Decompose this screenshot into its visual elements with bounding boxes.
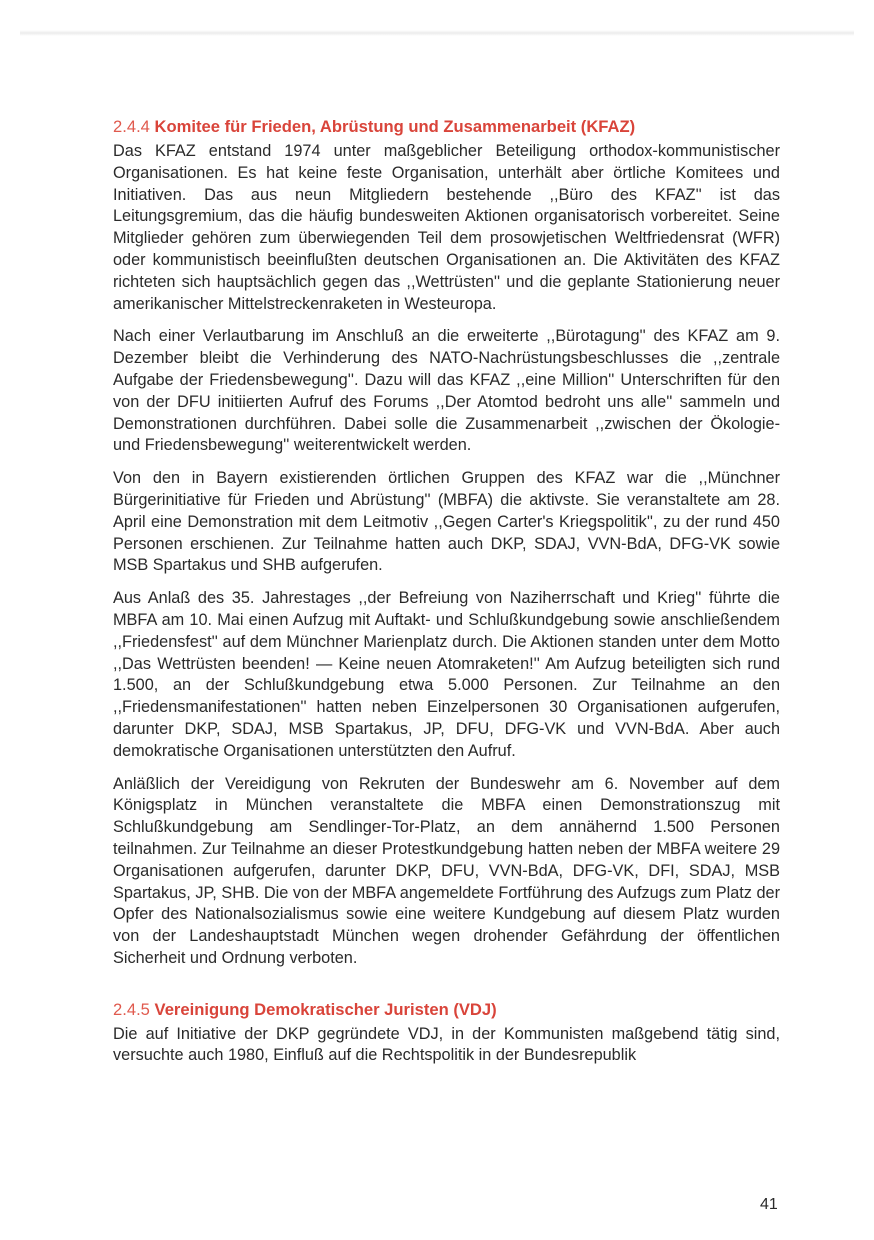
page-number: 41	[760, 1196, 778, 1213]
paragraph: Das KFAZ entstand 1974 unter maßgeblicher Beteiligung orthodox-kommunistischer Organisationen. Es hat keine feste Organisation, unterhält aber örtliche Komitees und Initiativen. Das aus neun Mitgliedern bestehende ,,Büro des KFAZ'' ist das Leitungsgremium, das die häufig bundesweiten Aktionen organisatorisch vorbereitet. Seine Mitglieder gehören zum überwiegenden Teil dem prosowjetischen Weltfriedensrat (WFR) oder kommunistisch beeinflußten deutschen Organisationen an. Die Aktivitäten des KFAZ richteten sich hauptsächlich gegen das ,,Wettrüsten'' und die geplante Stationierung neuer amerikanischer Mittelstreckenraketen in Westeuropa.	[113, 142, 780, 313]
paragraph: Nach einer Verlautbarung im Anschluß an die erweiterte ,,Bürotagung'' des KFAZ am 9. Dezember bleibt die Verhinderung des NATO-Nachrüstungsbeschlusses die ,,zentrale Aufgabe der Friedensbewegung''. Dazu will das KFAZ ,,eine Million'' Unterschriften für den von der DFU initiierten Aufruf des Forums ,,Der Atomtod bedroht uns alle'' sammeln und Demonstrationen durchführen. Dabei solle die Zusammenarbeit ,,zwischen der Ökologie- und Friedensbewegung'' weiterentwickelt werden.	[113, 327, 780, 455]
paragraph: Anläßlich der Vereidigung von Rekruten der Bundeswehr am 6. November auf dem Königsplatz in München veranstaltete die MBFA einen Demonstrationszug mit Schlußkundgebung am Sendlinger-Tor-Platz, an dem annähernd 1.500 Personen teilnahmen. Zur Teilnahme an dieser Protestkundgebung hatten neben der MBFA weitere 29 Organisationen aufgerufen, darunter DKP, DFU, VVN-BdA, DFG-VK, DFI, SDAJ, MSB Spartakus, JP, SHB. Die von der MBFA angemeldete Fortführung des Aufzugs zum Platz der Opfer des Nationalsozialismus sowie eine weitere Kundgebung auf diesem Platz wurden von der Landeshauptstadt München wegen drohender Gefährdung der öffentlichen Sicherheit und Ordnung verboten.	[113, 774, 780, 967]
section-title: Vereinigung Demokratischer Juristen (VDJ)	[154, 999, 497, 1019]
section-number: 2.4.5	[113, 999, 150, 1019]
page-content	[113, 116, 780, 1078]
paragraph: Aus Anlaß des 35. Jahrestages ,,der Befreiung von Naziherrschaft und Krieg'' führte die MBFA am 10. Mai einen Aufzug mit Auftakt- und Schlußkundgebung sowie anschließendem ,,Friedensfest'' auf dem Münchner Marienplatz durch. Die Aktionen standen unter dem Motto ,,Das Wettrüsten beenden! — Keine neuen Atomraketen!'' Am Aufzug beteiligten sich rund 1.500, an der Schlußkundgebung etwa 5.000 Personen. Zur Teilnahme an den ,,Friedensmanifestationen'' hatten neben Einzelpersonen 30 Organisationen aufgerufen, darunter DKP, SDAJ, MSB Spartakus, JP, DFU, DFG-VK und VVN-BdA. Aber auch demokratische Organisationen unterstützten den Aufruf.	[113, 589, 780, 760]
section-title: Komitee für Frieden, Abrüstung und Zusammenarbeit (KFAZ)	[154, 117, 636, 136]
section-heading-kfaz	[113, 116, 780, 138]
paragraph: Von den in Bayern existierenden örtlichen Gruppen des KFAZ war die ,,Münchner Bürgerinitiative für Frieden und Abrüstung'' (MBFA) die aktivste. Sie veranstaltete am 28. April eine Demonstration mit dem Leitmotiv ,,Gegen Carter's Kriegspolitik'', zu der rund 450 Personen erschienen. Zur Teilnahme hatten auch DKP, SDAJ, VVN-BdA, DFG-VK sowie MSB Spartakus und SHB aufgerufen.	[113, 469, 780, 575]
section-number: 2.4.4	[113, 117, 150, 136]
top-scan-rule	[20, 30, 854, 36]
paragraph: Die auf Initiative der DKP gegründete VDJ, in der Kommunisten maßgebend tätig sind, versuchte auch 1980, Einfluß auf die Rechtspolitik in der Bundesrepublik	[113, 1024, 780, 1065]
section-heading-vdj	[113, 999, 780, 1021]
